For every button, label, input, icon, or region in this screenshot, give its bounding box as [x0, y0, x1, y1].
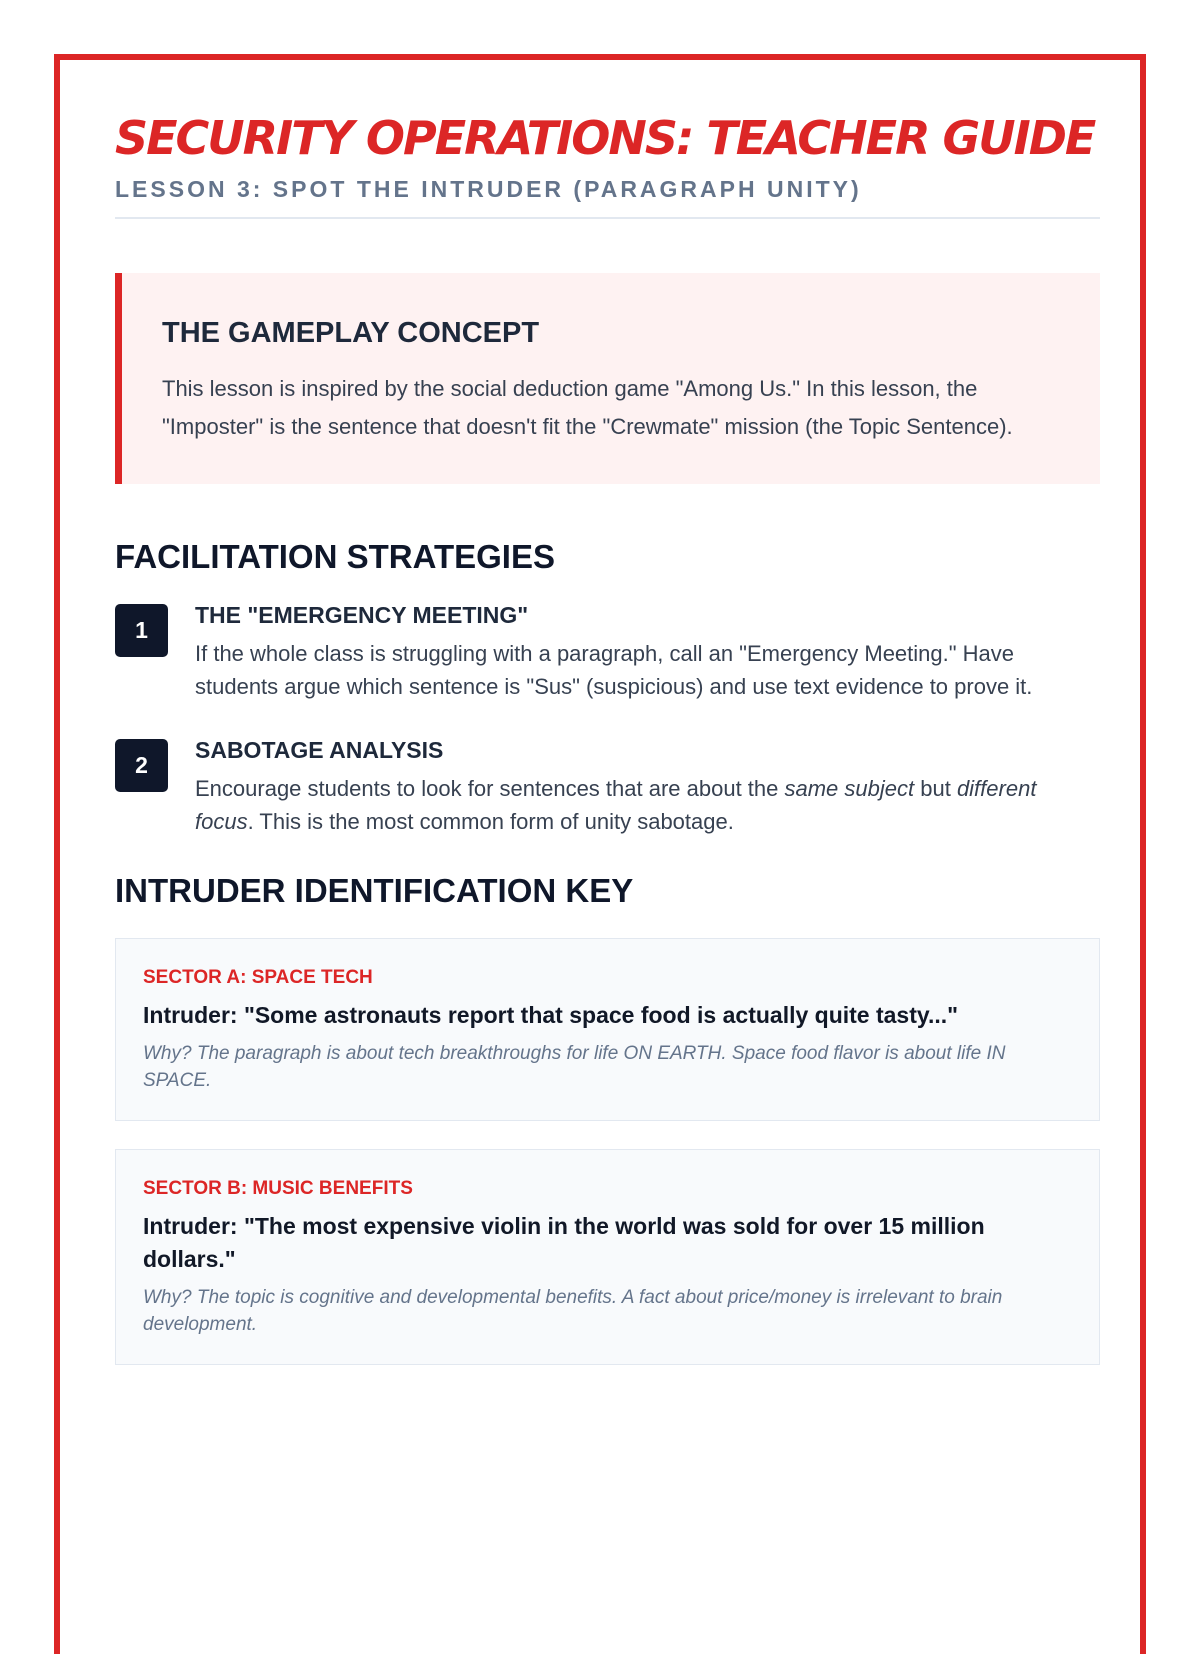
strategy-text-part: . This is the most common form of unity sabotage.: [247, 809, 734, 834]
sector-label: SECTOR A: SPACE TECH: [143, 967, 373, 988]
step-number-badge: 1: [115, 604, 168, 657]
strategy-title: SABOTAGE ANALYSIS: [195, 737, 444, 763]
strategy-emphasis: same subject: [784, 776, 915, 801]
strategy-body: [195, 737, 1100, 838]
intruder-key-card: [115, 1149, 1100, 1365]
intruder-sentence: Intruder: "The most expensive violin in the world was sold for over 15 million dollars.": [143, 1213, 985, 1272]
strategy-item: [115, 602, 1100, 703]
guide-content: [115, 108, 1100, 1393]
strategy-item: [115, 737, 1100, 838]
strategy-title: THE "EMERGENCY MEETING": [195, 602, 529, 628]
strategy-text-part: but: [914, 776, 957, 801]
concept-text: This lesson is inspired by the social deduction game "Among Us." In this lesson, the "Imposter" is the sentence that doesn't fit the "Crewmate" mission (the Topic Sentence).: [162, 376, 1013, 439]
sector-label: SECTOR B: MUSIC BENEFITS: [143, 1178, 413, 1199]
strategies-heading: FACILITATION STRATEGIES: [115, 538, 555, 575]
intruder-sentence: Intruder: "Some astronauts report that space food is actually quite tasty...": [143, 1002, 959, 1028]
strategy-text: [195, 772, 1100, 838]
strategy-emphasis: different focus: [195, 776, 1037, 834]
strategy-text-part: Encourage students to look for sentences that are about the: [195, 776, 785, 801]
intruder-explanation: Why? The paragraph is about tech breakthroughs for life ON EARTH. Space food flavor is about life IN SPACE.: [143, 1043, 1006, 1091]
lesson-subtitle: LESSON 3: SPOT THE INTRUDER (PARAGRAPH UNITY): [115, 176, 1100, 219]
strategy-text: If the whole class is struggling with a paragraph, call an "Emergency Meeting." Have students argue which sentence is "Sus" (suspicious) and use text evidence to prove it.: [195, 641, 1033, 699]
concept-heading: THE GAMEPLAY CONCEPT: [162, 317, 540, 349]
key-heading: INTRUDER IDENTIFICATION KEY: [115, 872, 634, 909]
page-title: SECURITY OPERATIONS: TEACHER GUIDE: [115, 111, 1095, 165]
strategy-body: [195, 602, 1100, 703]
intruder-key-card: [115, 938, 1100, 1121]
step-number-badge: 2: [115, 739, 168, 792]
intruder-explanation: Why? The topic is cognitive and developmental benefits. A fact about price/money is irrelevant to brain development.: [143, 1287, 1003, 1335]
gameplay-concept-callout: [115, 273, 1100, 484]
